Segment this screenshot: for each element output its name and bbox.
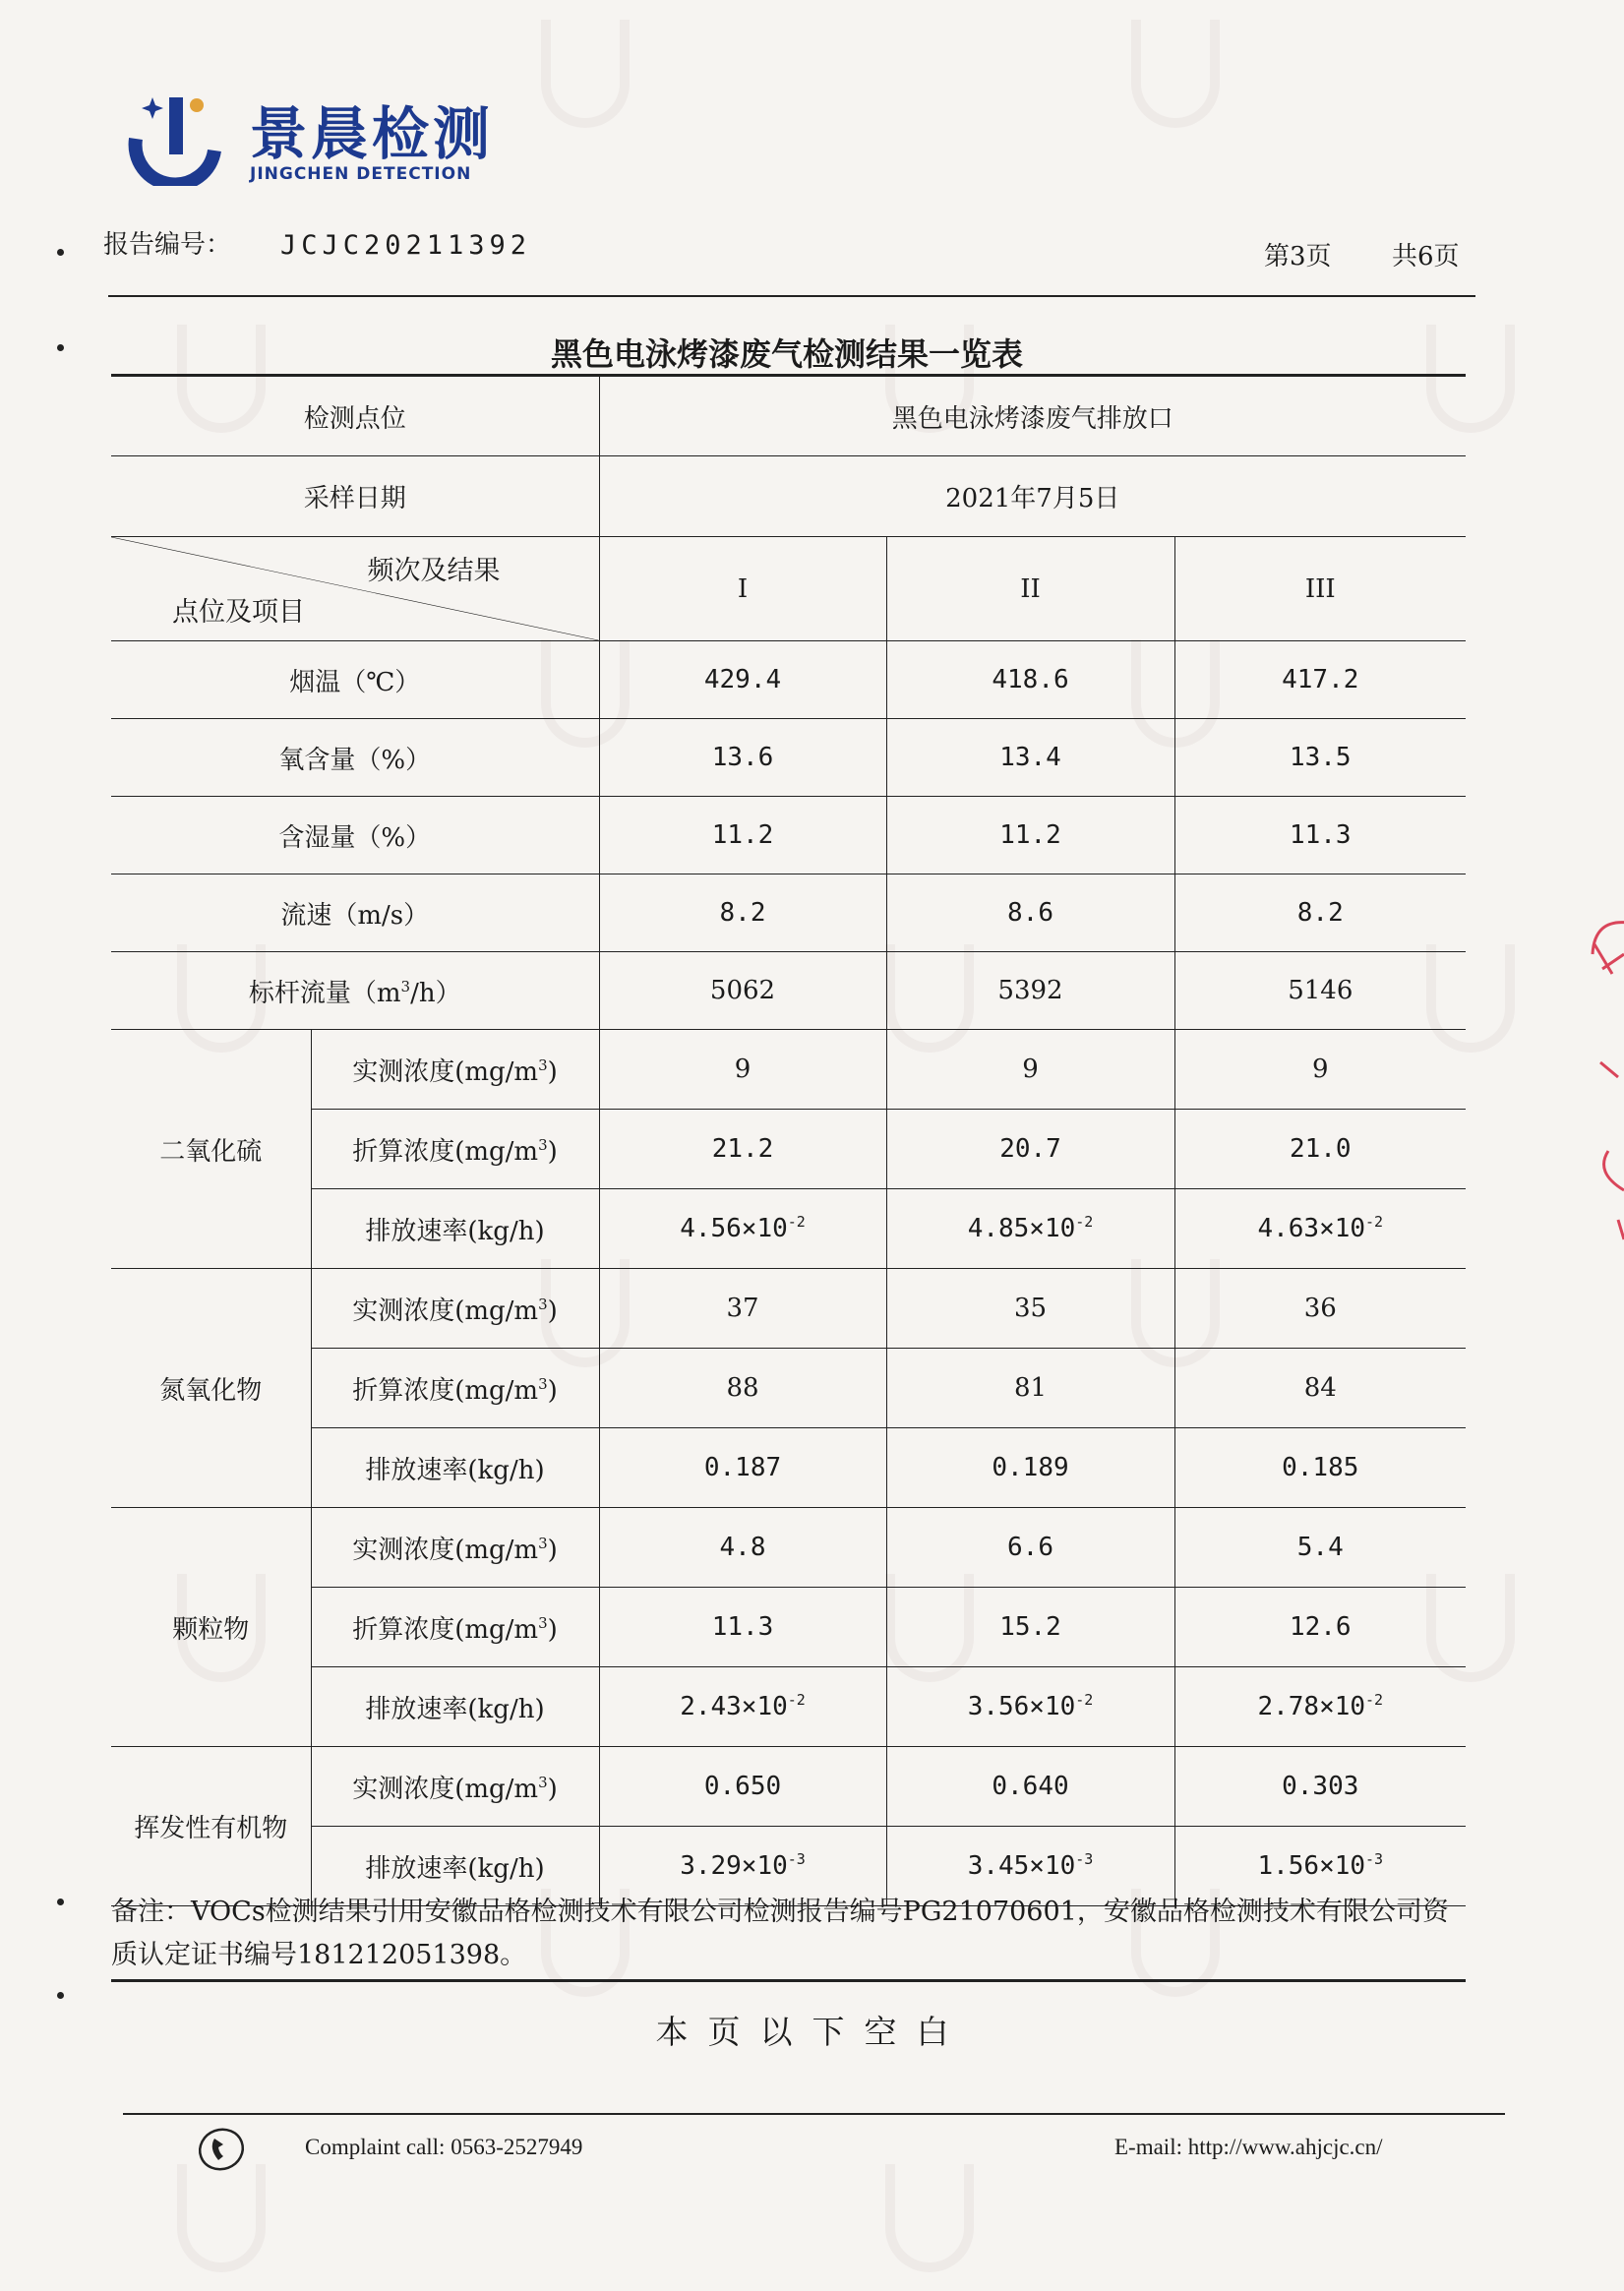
value-cell: $1.56\times 10^{-3}$ <box>1174 1827 1466 1906</box>
table-row <box>111 537 1466 641</box>
diagonal-header <box>111 537 599 641</box>
value-cell: 6.6 <box>886 1508 1174 1588</box>
value-cell: $4.56\times 10^{-2}$ <box>599 1189 886 1269</box>
value-cell: 37 <box>599 1269 886 1349</box>
table-row <box>111 952 1466 1030</box>
value-cell: 11.2 <box>886 797 1174 874</box>
table-row <box>111 1189 1466 1269</box>
table-row <box>111 1110 1466 1189</box>
location-label: 检测点位 <box>111 376 599 456</box>
group-label: 挥发性有机物 <box>111 1747 311 1906</box>
table-title: 黑色电泳烤漆废气检测结果一览表 <box>550 335 1023 373</box>
column-header: II <box>886 537 1174 641</box>
value-cell: 15.2 <box>886 1588 1174 1667</box>
column-header: III <box>1174 537 1466 641</box>
value-cell: 11.2 <box>599 797 886 874</box>
sub-label: 排放速率(kg/h) <box>311 1827 599 1906</box>
value-cell: 13.4 <box>886 719 1174 797</box>
sub-label: 实测浓度$(mg/m^3)$ <box>311 1508 599 1588</box>
value-cell: 81 <box>886 1349 1174 1428</box>
phone-icon <box>197 2125 246 2174</box>
value-cell: 5062 <box>599 952 886 1030</box>
table-row <box>111 874 1466 952</box>
value-cell: 12.6 <box>1174 1588 1466 1667</box>
value-cell: 0.303 <box>1174 1747 1466 1827</box>
sub-label: 排放速率(kg/h) <box>311 1189 599 1269</box>
row-label: 氧含量（%） <box>111 719 599 797</box>
value-cell: 11.3 <box>1174 797 1466 874</box>
value-cell: 0.650 <box>599 1747 886 1827</box>
logo-english-name: JINGCHEN DETECTION <box>250 164 472 184</box>
value-cell: $3.29\times 10^{-3}$ <box>599 1827 886 1906</box>
value-cell: 84 <box>1174 1349 1466 1428</box>
value-cell: $3.45\times 10^{-3}$ <box>886 1827 1174 1906</box>
value-cell: 8.6 <box>886 874 1174 952</box>
table-row <box>111 376 1466 456</box>
date-label: 采样日期 <box>111 456 599 537</box>
group-label: 氮氧化物 <box>111 1269 311 1508</box>
table-row <box>111 1747 1466 1827</box>
value-cell: 13.5 <box>1174 719 1466 797</box>
value-cell: 418.6 <box>886 641 1174 719</box>
table-row <box>111 1508 1466 1588</box>
value-cell: 4.8 <box>599 1508 886 1588</box>
value-cell: 417.2 <box>1174 641 1466 719</box>
value-cell: 35 <box>886 1269 1174 1349</box>
row-label: 含湿量（%） <box>111 797 599 874</box>
sub-label: 折算浓度$(mg/m^3)$ <box>311 1588 599 1667</box>
column-header: I <box>599 537 886 641</box>
value-cell: 21.2 <box>599 1110 886 1189</box>
group-label: 颗粒物 <box>111 1508 311 1747</box>
value-cell: $2.43\times 10^{-2}$ <box>599 1667 886 1747</box>
table-row <box>111 641 1466 719</box>
logo-mark-icon <box>128 91 232 186</box>
table-row <box>111 1588 1466 1667</box>
value-cell: 5392 <box>886 952 1174 1030</box>
value-cell: 21.0 <box>1174 1110 1466 1189</box>
note-rule <box>111 1979 1466 1982</box>
value-cell: 8.2 <box>1174 874 1466 952</box>
sub-label: 实测浓度$(mg/m^3)$ <box>311 1030 599 1110</box>
value-cell: 36 <box>1174 1269 1466 1349</box>
value-cell: 0.185 <box>1174 1428 1466 1508</box>
red-seal-stamp <box>1589 915 1624 1259</box>
value-cell: 0.187 <box>599 1428 886 1508</box>
footer-rule <box>123 2113 1505 2115</box>
report-number-label: 报告编号： <box>103 230 232 260</box>
diag-top-label: 频次及结果 <box>367 556 501 586</box>
value-cell: 20.7 <box>886 1110 1174 1189</box>
table-row <box>111 1269 1466 1349</box>
sub-label: 实测浓度$(mg/m^3)$ <box>311 1747 599 1827</box>
company-logo <box>128 84 521 192</box>
page-number: 第3页 <box>1264 242 1332 271</box>
page-total: 共6页 <box>1392 242 1460 271</box>
value-cell: 9 <box>886 1030 1174 1110</box>
value-cell: 5.4 <box>1174 1508 1466 1588</box>
header-rule <box>108 295 1475 297</box>
sub-label: 折算浓度$(mg/m^3)$ <box>311 1110 599 1189</box>
logo-chinese-name: 景晨检测 <box>250 100 495 167</box>
value-cell: $2.78\times 10^{-2}$ <box>1174 1667 1466 1747</box>
value-cell: 11.3 <box>599 1588 886 1667</box>
blank-notice: 本页以下空白 <box>655 2013 969 2051</box>
row-label: 流速（m/s） <box>111 874 599 952</box>
value-cell: 8.2 <box>599 874 886 952</box>
date-value: 2021年7月5日 <box>599 456 1466 537</box>
sub-label: 排放速率(kg/h) <box>311 1667 599 1747</box>
table-row <box>111 1428 1466 1508</box>
table-row <box>111 797 1466 874</box>
complaint-phone: Complaint call: 0563-2527949 <box>305 2135 583 2159</box>
table-row <box>111 1349 1466 1428</box>
contact-email: E-mail: http://www.ahjcjc.cn/ <box>1114 2135 1383 2159</box>
row-label: 烟温（℃） <box>111 641 599 719</box>
location-value: 黑色电泳烤漆废气排放口 <box>599 376 1466 456</box>
value-cell: 429.4 <box>599 641 886 719</box>
value-cell: 0.189 <box>886 1428 1174 1508</box>
results-table <box>111 374 1466 1906</box>
table-row <box>111 1030 1466 1110</box>
value-cell: 9 <box>599 1030 886 1110</box>
value-cell: 88 <box>599 1349 886 1428</box>
sub-label: 实测浓度$(mg/m^3)$ <box>311 1269 599 1349</box>
row-label: 标杆流量$(m^3/h)$ <box>111 952 599 1030</box>
value-cell: 0.640 <box>886 1747 1174 1827</box>
value-cell: $4.63\times 10^{-2}$ <box>1174 1189 1466 1269</box>
report-number: JCJC20211392 <box>280 230 532 261</box>
table-row <box>111 719 1466 797</box>
sub-label: 排放速率(kg/h) <box>311 1428 599 1508</box>
sub-label: 折算浓度$(mg/m^3)$ <box>311 1349 599 1428</box>
table-note: 备注：VOCs检测结果引用安徽品格检测技术有限公司检测报告编号PG21070601，安徽品格检测技术有限公司资质认定证书编号181212051398。 <box>111 1897 1449 1970</box>
table-row <box>111 456 1466 537</box>
value-cell: $4.85\times 10^{-2}$ <box>886 1189 1174 1269</box>
value-cell: 9 <box>1174 1030 1466 1110</box>
table-row <box>111 1667 1466 1747</box>
value-cell: $3.56\times 10^{-2}$ <box>886 1667 1174 1747</box>
group-label: 二氧化硫 <box>111 1030 311 1269</box>
value-cell: 5146 <box>1174 952 1466 1030</box>
diag-bottom-label: 点位及项目 <box>172 597 305 628</box>
value-cell: 13.6 <box>599 719 886 797</box>
